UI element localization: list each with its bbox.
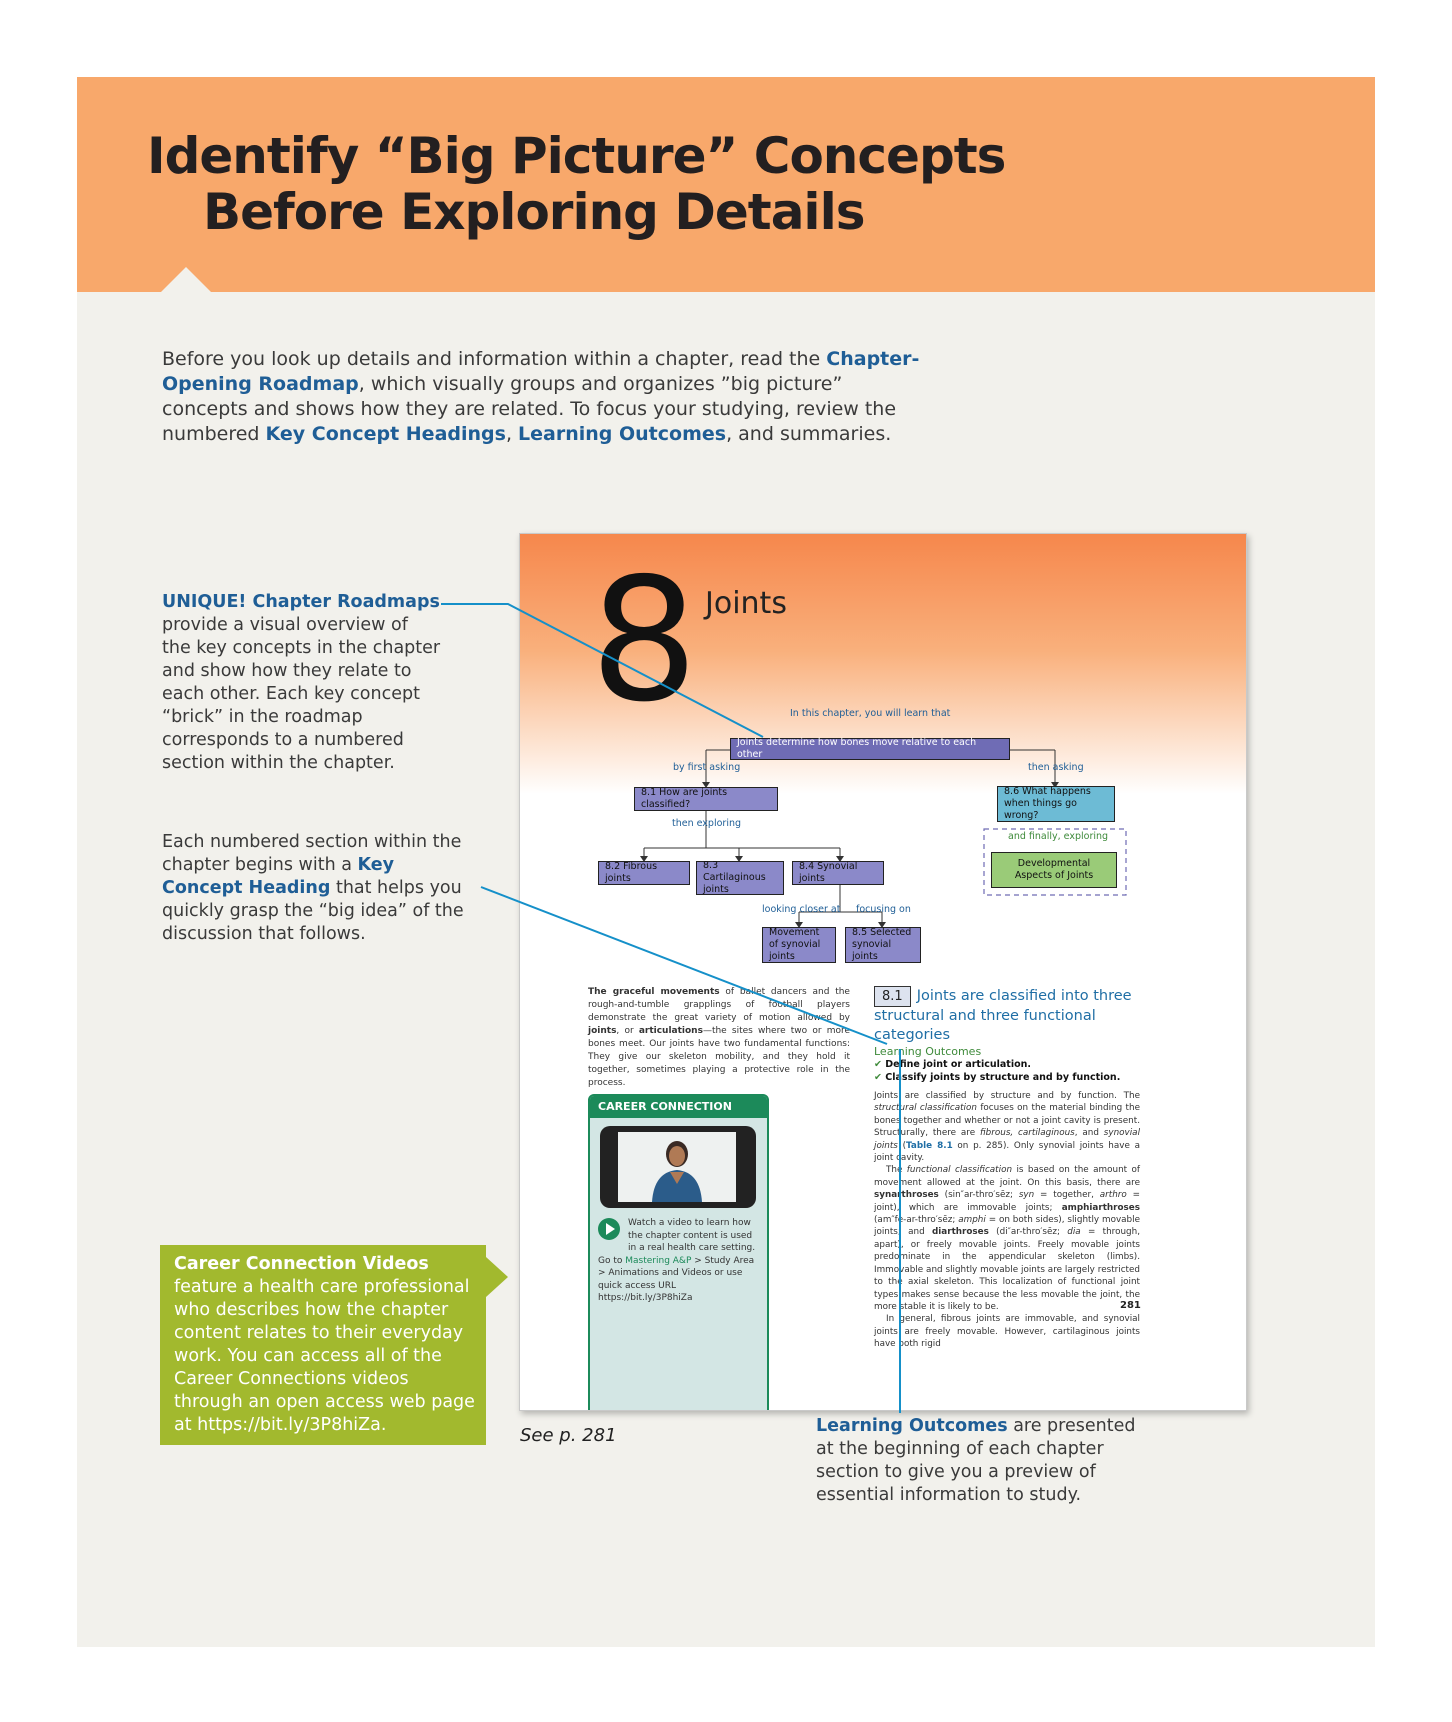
key-concept-title: Joints are classified into three structural and three functional categories — [874, 988, 1132, 1043]
roadmap-intro-label: In this chapter, you will learn that — [790, 708, 951, 719]
opening-text: —the sites where two or more bones meet. Our joints have two fundamental functions: They give our skeleton mobility, and they hold it together, sometimes playing a protective role in the process. — [588, 1026, 851, 1088]
intro-roadmap-term: Chapter-Opening Roadmap — [162, 348, 920, 395]
intro-text: , — [505, 423, 519, 445]
career-callout-heading: Career Connection Videos — [174, 1254, 429, 1274]
learning-outcome-text: Define joint or articulation. — [885, 1059, 1031, 1070]
key-concept-leader-line — [481, 887, 887, 1044]
roadmap-brick-8-2: 8.2 Fibrous joints — [598, 861, 690, 885]
opening-text: of ballet dancers and the rough-and-tumble grapplings of football players demonstrate the great variety of motion allowed by — [588, 987, 850, 1023]
page-title-line1: Identify “Big Picture” Concepts — [147, 127, 1006, 185]
chapter-title: Joints — [705, 586, 787, 621]
section-paragraph: Joints are classified by structure and by function. The structural classification focuses on the material binding the bones together and whether or not a joint cavity is present. Structurally, there are fibrous, cartilaginous, and synovial joints (Table 8.1 on p. 285). Only synovial joints have a joint cavity. — [874, 1091, 1141, 1164]
key-concept-callout-text: that helps you quickly grasp the “big idea” of the discussion that follows. — [162, 878, 464, 944]
roadmap-brick-8-4: 8.4 Synovial joints — [792, 861, 884, 885]
mastering-link[interactable]: Mastering A&P — [625, 1255, 692, 1266]
learning-outcomes-heading: Learning Outcomes — [874, 1045, 982, 1058]
roadmap-brick-8-6: 8.6 What happens when things go wrong? — [997, 786, 1115, 822]
opening-term: joints — [588, 1026, 617, 1036]
roadmaps-callout-text: provide a visual overview of the key concepts in the chapter and show how they relate to each other. Each key concept “brick” in the roadmap corresponds to a numbered section within the chapter. — [162, 615, 441, 773]
roadmap-label-exploring: then exploring — [672, 818, 742, 829]
key-concept-callout-term: Key Concept Heading — [162, 855, 395, 898]
opening-term: articulations — [638, 1026, 703, 1036]
learning-outcome-text: Classify joints by structure and by function. — [885, 1071, 1121, 1083]
outcomes-callout-term: Learning Outcomes — [816, 1416, 1008, 1436]
roadmap-brick-developmental: Developmental Aspects of Joints — [991, 852, 1117, 888]
callout-leader-lines — [77, 77, 1375, 1647]
section-paragraph: In general, fibrous joints are immovable, and synovial joints are freely movable. However, cartilaginous joints have both rigid — [874, 1314, 1140, 1350]
career-connection-bar: CAREER CONNECTION — [590, 1096, 767, 1118]
see-page-caption: See p. 281 — [520, 1425, 617, 1446]
outcomes-callout-text: are presented at the beginning of each chapter section to give you a preview of essential information to study. — [816, 1416, 1136, 1505]
opening-text: , or — [616, 1026, 639, 1036]
intro-outcomes-term: Learning Outcomes — [518, 423, 727, 445]
career-goto-text: > Study Area > Animations and Videos or use quick access URL https://bit.ly/3P8hiZa — [598, 1255, 755, 1303]
roadmap-brick-8-1: 8.1 How are joints classified? — [634, 787, 778, 811]
roadmap-label-then: then asking — [1028, 762, 1084, 773]
roadmap-brick-8-5: 8.5 Selected synovial joints — [845, 927, 921, 963]
chapter-number: 8 — [590, 542, 699, 740]
roadmap-label-closer: looking closer at — [762, 904, 841, 915]
roadmap-label-first: by first asking — [673, 762, 741, 773]
section-paragraph: The functional classification is based on the amount of movement allowed at the joint. On this basis, there are synarthroses (sin″ar-thro′sēz; syn = together, arthro = joint), which are immovable joints; amphiarthroses (am″fe-ar-thro′sēz; amphi = on both sides), slightly movable joints; and diarthroses (di″ar-thro′sēz; dia = through, apart), or freely movable joints. Freely movable joints predominate in the appendicular skeleton (limbs). Immovable and slightly movable joints are largely restricted to the axial skeleton. This localization of functional joint types makes sense because the less movable the joint, the more stable it is likely to be. — [874, 1165, 1141, 1312]
key-concept-number: 8.1 — [874, 986, 911, 1007]
career-watch-text: Watch a video to learn how the chapter content is used in a real health care setting. — [628, 1218, 756, 1253]
roadmap-label-finally: and finally, exploring — [1008, 831, 1109, 842]
career-goto-text: Go to — [598, 1255, 626, 1266]
page-number: 281 — [1120, 1300, 1141, 1311]
key-concept-callout-text: Each numbered section within the chapter begins with a — [162, 832, 462, 875]
roadmaps-callout-heading: UNIQUE! Chapter Roadmaps — [162, 592, 440, 612]
intro-text: , and summaries. — [726, 423, 892, 445]
intro-text: , which visually groups and organizes ”big picture” concepts and shows how they are related. To focus your studying, review the numbered — [162, 373, 897, 445]
roadmap-label-focusing: focusing on — [856, 904, 911, 915]
checkmark-icon: ✔ — [874, 1071, 882, 1083]
roadmap-brick-movement: Movement of synovial joints — [762, 927, 836, 963]
career-callout-text: feature a health care professional who describes how the chapter content relates to their everyday work. You can access all of the Career Connections videos through an open access web page at https://bit.ly/3P8hiZa. — [174, 1277, 475, 1435]
opening-lead: The graceful movements — [588, 987, 720, 997]
roadmaps-leader-line — [441, 604, 763, 737]
roadmap-top-brick: Joints determine how bones move relative to each other — [730, 738, 1010, 760]
page-title-line2: Before Exploring Details — [203, 183, 865, 241]
intro-text: Before you look up details and information within a chapter, read the — [162, 348, 827, 370]
roadmap-brick-8-3: 8.3 Cartilaginous joints — [696, 861, 784, 895]
intro-key-concept-term: Key Concept Headings — [265, 423, 506, 445]
page-background — [77, 77, 1375, 1647]
checkmark-icon: ✔ — [874, 1059, 882, 1070]
table-link[interactable]: Table 8.1 — [906, 1140, 953, 1151]
